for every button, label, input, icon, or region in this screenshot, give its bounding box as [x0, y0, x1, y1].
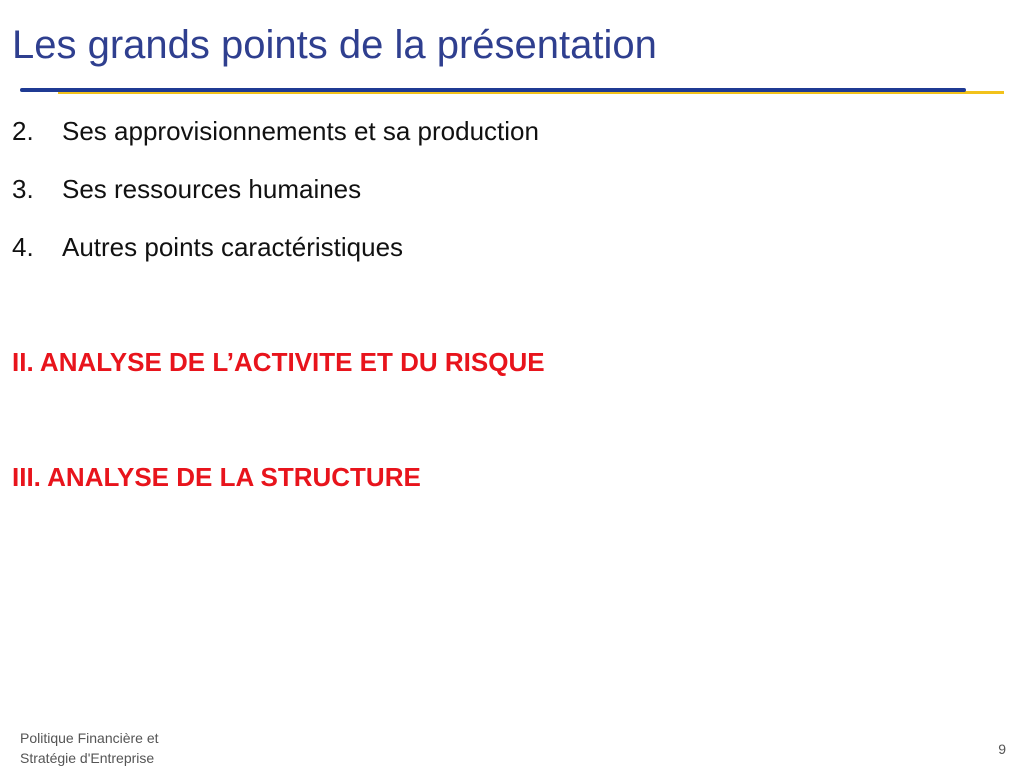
title-underline-blue: [20, 88, 966, 92]
section-heading-structure: III. ANALYSE DE LA STRUCTURE: [12, 462, 421, 492]
slide-title: Les grands points de la présentation: [12, 23, 657, 67]
page-number: 9: [998, 741, 1006, 757]
list-item-text: Ses ressources humaines: [62, 174, 362, 204]
section-heading-activity-risk: II. ANALYSE DE L’ACTIVITE ET DU RISQUE: [12, 347, 545, 377]
list-item-number: 3.: [12, 174, 34, 204]
footer-caption: [20, 728, 159, 768]
list-item-number: 2.: [12, 116, 34, 146]
list-item-text: Ses approvisionnements et sa production: [62, 116, 539, 146]
footer-line-1: Politique Financière et: [20, 730, 159, 746]
list-item-text: Autres points caractéristiques: [62, 232, 404, 262]
list-item-number: 4.: [12, 232, 34, 262]
footer-line-2: Stratégie d'Entreprise: [20, 750, 155, 766]
